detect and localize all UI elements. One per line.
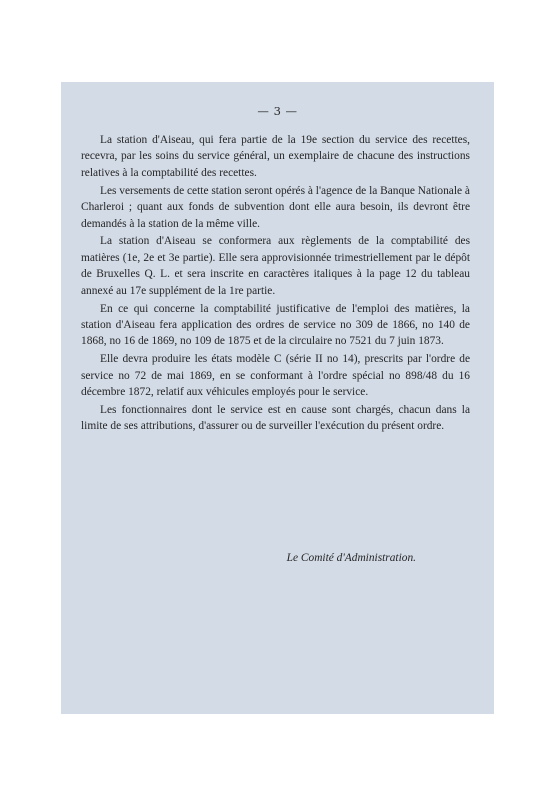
paragraph-comptabilite-matieres: La station d'Aiseau se conformera aux règlements de la comptabilité des matières (1e, 2e et 3e partie). Elle sera approvisionnée trimestriellement par le dépôt de Bruxelles Q. L. et sera inscrite en caractères italiques à la page 12 du tableau annexé au 17e supplément de la 1re partie. [81,235,470,297]
paragraph-fonctionnaires: Les fonctionnaires dont le service est en cause sont chargés, chacun dans la limite de ses attributions, d'assurer ou de surveiller l'exécution du présent ordre. [81,404,470,433]
signature: Le Comité d'Administration. [286,552,416,564]
paragraph-etats-modele: Elle devra produire les états modèle C (série II no 14), prescrits par l'ordre de service no 72 de mai 1869, en se conformant à l'ordre spécial no 898/48 du 16 décembre 1872, relatif aux véhicules employés pour le service. [81,353,470,399]
paragraph-comptabilite-justificative: En ce qui concerne la comptabilité justificative de l'emploi des matières, la station d'Aiseau fera application des ordres de service no 309 de 1866, no 140 de 1868, no 16 de 1869, no 109 de 1875 et de la circulaire no 7521 du 7 juin 1873. [81,302,470,348]
document-page [61,82,494,714]
paragraph-station-section: La station d'Aiseau, qui fera partie de la 19e section du service des recettes, recevra, par les soins du service général, un exemplaire de chacune des instructions relatives à la comptabilité des recettes. [81,134,470,179]
page-number: — 3 — [257,104,298,118]
document-body [81,132,470,436]
paragraph-versements: Les versements de cette station seront opérés à l'agence de la Banque Nationale à Charleroi ; quant aux fonds de subvention dont elle aura besoin, ils devront être demandés à la station de la même ville. [81,184,470,230]
